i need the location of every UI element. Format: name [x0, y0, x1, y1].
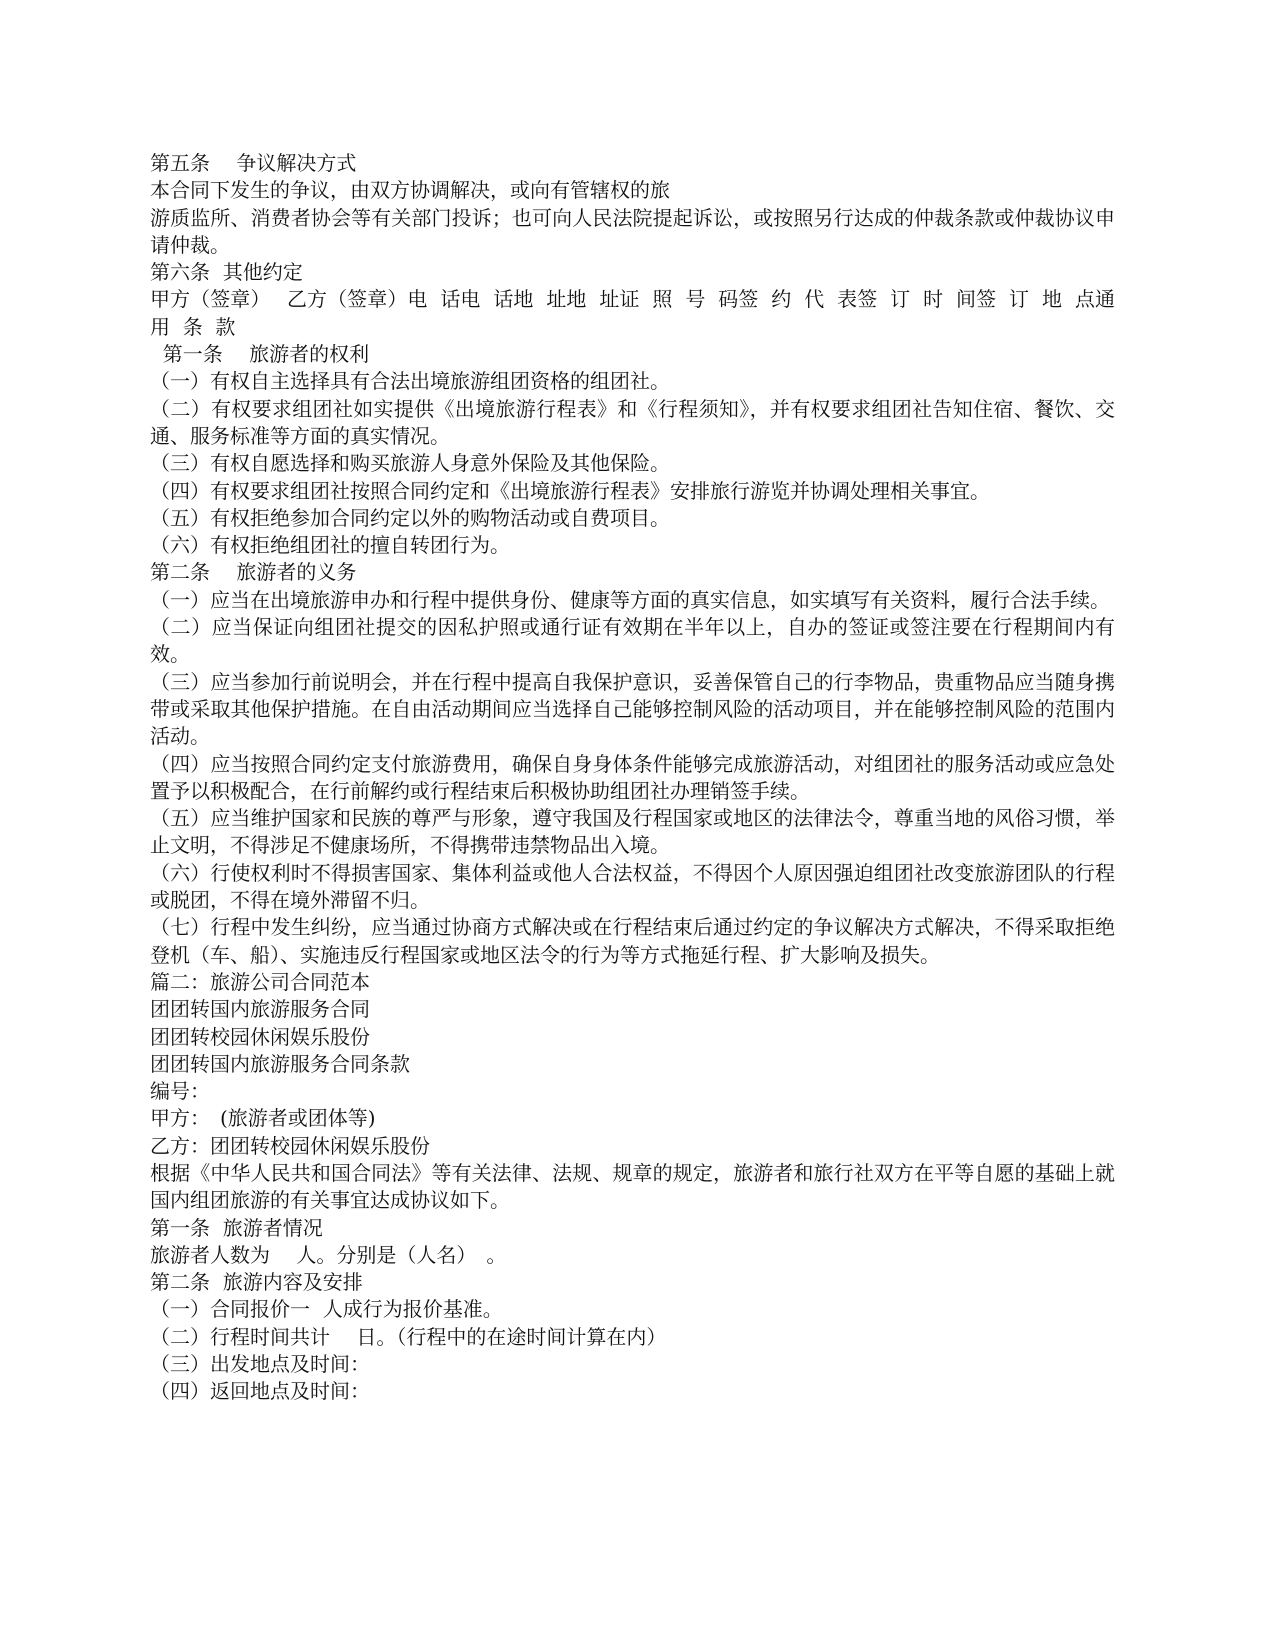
list-item: （五）有权拒绝参加合同约定以外的购物活动或自费项目。 — [150, 505, 670, 530]
list-item: （七）行程中发生纠纷，应当通过协商方式解决或在行程结束后通过约定的争议解决方式解决，不得采取拒绝登机（车、船）、实施违反行程国家或地区法令的行为等方式拖延行程、扩大影响及损失。 — [150, 915, 1115, 967]
party-a-line: 甲方： (旅游者或团体等) — [150, 1106, 376, 1131]
preamble-paragraph: 根据《中华人民共和国合同法》等有关法律、法规、规章的规定，旅游者和旅行社双方在平等自愿的基础上就国内组团旅游的有关事宜达成协议如下。 — [150, 1160, 1115, 1213]
list-item: （四）返回地点及时间： — [150, 1379, 370, 1404]
contract-title: 团团转国内旅游服务合同 — [150, 997, 370, 1022]
article-1-heading: 第一条 旅游者情况 — [150, 1215, 323, 1240]
list-item: （二）应当保证向组团社提交的因私护照或通行证有效期在半年以上，自办的签证或签注要在行程期间内有效。 — [150, 615, 1115, 667]
list-item: （六）有权拒绝组团社的擅自转团行为。 — [150, 533, 510, 558]
contract-number-label: 编号： — [150, 1079, 210, 1104]
section-heading: 篇二：旅游公司合同范本 — [150, 969, 370, 994]
list-item: （五）应当维护国家和民族的尊严与形象，遵守我国及行程国家或地区的法律法令，尊重当地的风俗习惯，举止文明，不得涉足不健康场所，不得携带违禁物品出入境。 — [150, 806, 1115, 858]
paragraph: 旅游者人数为 人。分别是（人名） 。 — [150, 1242, 507, 1267]
list-item: （一）有权自主选择具有合法出境旅游组团资格的组团社。 — [150, 369, 670, 394]
list-item: （三）有权自愿选择和购买旅游人身意外保险及其他保险。 — [150, 451, 670, 476]
list-item: （四）应当按照合同约定支付旅游费用，确保自身身体条件能够完成旅游活动，对组团社的服务活动或应急处置予以积极配合，在行前解约或行程结束后积极协助组团社办理销签手续。 — [150, 751, 1115, 803]
contract-subtitle: 团团转国内旅游服务合同条款 — [150, 1051, 410, 1076]
article-2-heading: 第二条 旅游者的义务 — [150, 560, 357, 585]
list-item: （六）行使权利时不得损害国家、集体利益或他人合法权益，不得因个人原因强迫组团社改变旅游团队的行程或脱团，不得在境外滞留不归。 — [150, 860, 1115, 913]
list-item: （一）合同报价一 人成行为报价基准。 — [150, 1297, 503, 1322]
company-name: 团团转校园休闲娱乐股份 — [150, 1024, 370, 1049]
signature-block-text: 甲方（签章） 乙方（签章）电 话电 话地 址地 址证 照 号 码签 约 代 表签 订 时 间签 订 地 点通 用 条 款 — [150, 287, 1128, 339]
paragraph: 游质监所、消费者协会等有关部门投诉；也可向人民法院提起诉讼，或按照另行达成的仲裁条款或仲裁协议申请仲裁。 — [150, 205, 1115, 257]
list-item: （四）有权要求组团社按照合同约定和《出境旅游行程表》安排旅行游览并协调处理相关事宜。 — [150, 478, 990, 503]
article-2-heading: 第二条 旅游内容及安排 — [150, 1270, 363, 1295]
article-1-heading: 第一条 旅游者的权利 — [150, 342, 370, 367]
party-b-line: 乙方：团团转校园休闲娱乐股份 — [150, 1133, 430, 1158]
list-item: （一）应当在出境旅游申办和行程中提供身份、健康等方面的真实信息，如实填写有关资料，履行合法手续。 — [150, 587, 1110, 612]
list-item: （三）应当参加行前说明会，并在行程中提高自我保护意识，妥善保管自己的行李物品，贵重物品应当随身携带或采取其他保护措施。在自由活动期间应当选择自己能够控制风险的活动项目，并在能够控制风险的范围内活动。 — [150, 669, 1115, 749]
list-item: （二）行程时间共计 日。（行程中的在途时间计算在内） — [150, 1324, 667, 1349]
paragraph: 本合同下发生的争议，由双方协调解决，或向有管辖权的旅 — [150, 178, 670, 203]
list-item: （三）出发地点及时间： — [150, 1352, 370, 1377]
document-page — [150, 150, 1128, 1406]
article-6-heading: 第六条 其他约定 — [150, 260, 303, 285]
list-item: （二）有权要求组团社如实提供《出境旅游行程表》和《行程须知》，并有权要求组团社告知住宿、餐饮、交通、服务标准等方面的真实情况。 — [150, 396, 1115, 448]
article-5-heading: 第五条 争议解决方式 — [150, 151, 357, 175]
